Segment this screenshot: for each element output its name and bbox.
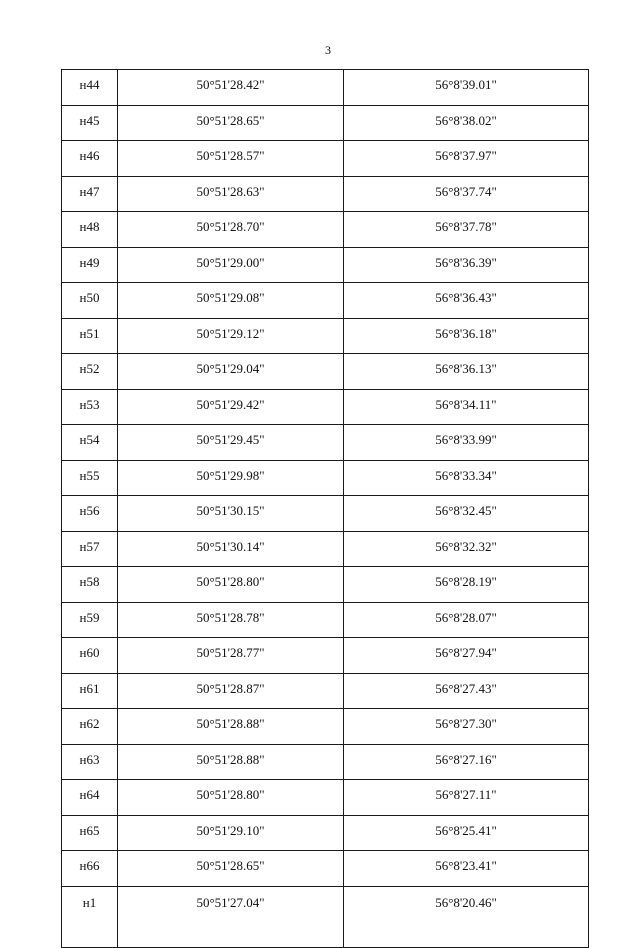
longitude-cell: 56°8'20.46" (344, 886, 589, 947)
latitude-cell: 50°51'29.98" (118, 460, 344, 496)
point-cell: н49 (62, 247, 118, 283)
point-cell: н62 (62, 709, 118, 745)
table-row (62, 673, 589, 709)
latitude-cell: 50°51'28.78" (118, 602, 344, 638)
latitude-cell: 50°51'29.00" (118, 247, 344, 283)
table-row (62, 354, 589, 390)
longitude-cell: 56°8'27.94" (344, 638, 589, 674)
point-cell: н64 (62, 780, 118, 816)
table-row (62, 780, 589, 816)
table-row (62, 247, 589, 283)
table-row (62, 318, 589, 354)
latitude-cell: 50°51'28.57" (118, 141, 344, 177)
point-cell: н55 (62, 460, 118, 496)
longitude-cell: 56°8'33.99" (344, 425, 589, 461)
point-cell: н56 (62, 496, 118, 532)
longitude-cell: 56°8'27.43" (344, 673, 589, 709)
longitude-cell: 56°8'38.02" (344, 105, 589, 141)
longitude-cell: 56°8'37.97" (344, 141, 589, 177)
table-row (62, 496, 589, 532)
coordinates-table (61, 69, 589, 948)
longitude-cell: 56°8'32.32" (344, 531, 589, 567)
latitude-cell: 50°51'28.70" (118, 212, 344, 248)
point-cell: н59 (62, 602, 118, 638)
longitude-cell: 56°8'33.34" (344, 460, 589, 496)
point-cell: н51 (62, 318, 118, 354)
latitude-cell: 50°51'29.45" (118, 425, 344, 461)
point-cell: н1 (62, 886, 118, 947)
latitude-cell: 50°51'29.42" (118, 389, 344, 425)
point-cell: н52 (62, 354, 118, 390)
point-cell: н50 (62, 283, 118, 319)
longitude-cell: 56°8'27.11" (344, 780, 589, 816)
point-cell: н57 (62, 531, 118, 567)
table-row (62, 212, 589, 248)
latitude-cell: 50°51'29.12" (118, 318, 344, 354)
latitude-cell: 50°51'30.15" (118, 496, 344, 532)
point-cell: н58 (62, 567, 118, 603)
longitude-cell: 56°8'36.39" (344, 247, 589, 283)
point-cell: н65 (62, 815, 118, 851)
table-row (62, 425, 589, 461)
table-row (62, 531, 589, 567)
longitude-cell: 56°8'36.43" (344, 283, 589, 319)
longitude-cell: 56°8'39.01" (344, 70, 589, 106)
table-row (62, 815, 589, 851)
point-cell: н63 (62, 744, 118, 780)
longitude-cell: 56°8'27.16" (344, 744, 589, 780)
longitude-cell: 56°8'37.78" (344, 212, 589, 248)
point-cell: н44 (62, 70, 118, 106)
latitude-cell: 50°51'29.08" (118, 283, 344, 319)
point-cell: н48 (62, 212, 118, 248)
table-row (62, 638, 589, 674)
table-row (62, 105, 589, 141)
point-cell: н54 (62, 425, 118, 461)
longitude-cell: 56°8'37.74" (344, 176, 589, 212)
latitude-cell: 50°51'28.65" (118, 851, 344, 887)
table-row (62, 744, 589, 780)
table-row (62, 602, 589, 638)
latitude-cell: 50°51'28.80" (118, 780, 344, 816)
table-row (62, 141, 589, 177)
longitude-cell: 56°8'36.13" (344, 354, 589, 390)
latitude-cell: 50°51'28.65" (118, 105, 344, 141)
latitude-cell: 50°51'28.42" (118, 70, 344, 106)
point-cell: н60 (62, 638, 118, 674)
longitude-cell: 56°8'36.18" (344, 318, 589, 354)
table-row (62, 460, 589, 496)
table-row (62, 851, 589, 887)
latitude-cell: 50°51'28.87" (118, 673, 344, 709)
point-cell: н46 (62, 141, 118, 177)
table-row (62, 389, 589, 425)
latitude-cell: 50°51'28.63" (118, 176, 344, 212)
latitude-cell: 50°51'28.80" (118, 567, 344, 603)
longitude-cell: 56°8'28.19" (344, 567, 589, 603)
latitude-cell: 50°51'28.77" (118, 638, 344, 674)
point-cell: н66 (62, 851, 118, 887)
latitude-cell: 50°51'30.14" (118, 531, 344, 567)
latitude-cell: 50°51'27.04" (118, 886, 344, 947)
point-cell: н47 (62, 176, 118, 212)
longitude-cell: 56°8'23.41" (344, 851, 589, 887)
table-row (62, 886, 589, 947)
point-cell: н61 (62, 673, 118, 709)
latitude-cell: 50°51'28.88" (118, 744, 344, 780)
point-cell: н53 (62, 389, 118, 425)
longitude-cell: 56°8'34.11" (344, 389, 589, 425)
latitude-cell: 50°51'29.10" (118, 815, 344, 851)
table-row (62, 70, 589, 106)
longitude-cell: 56°8'32.45" (344, 496, 589, 532)
longitude-cell: 56°8'27.30" (344, 709, 589, 745)
longitude-cell: 56°8'25.41" (344, 815, 589, 851)
table-row (62, 176, 589, 212)
latitude-cell: 50°51'29.04" (118, 354, 344, 390)
table-row (62, 567, 589, 603)
longitude-cell: 56°8'28.07" (344, 602, 589, 638)
point-cell: н45 (62, 105, 118, 141)
page-number: 3 (325, 43, 331, 57)
table-row (62, 709, 589, 745)
latitude-cell: 50°51'28.88" (118, 709, 344, 745)
table-row (62, 283, 589, 319)
